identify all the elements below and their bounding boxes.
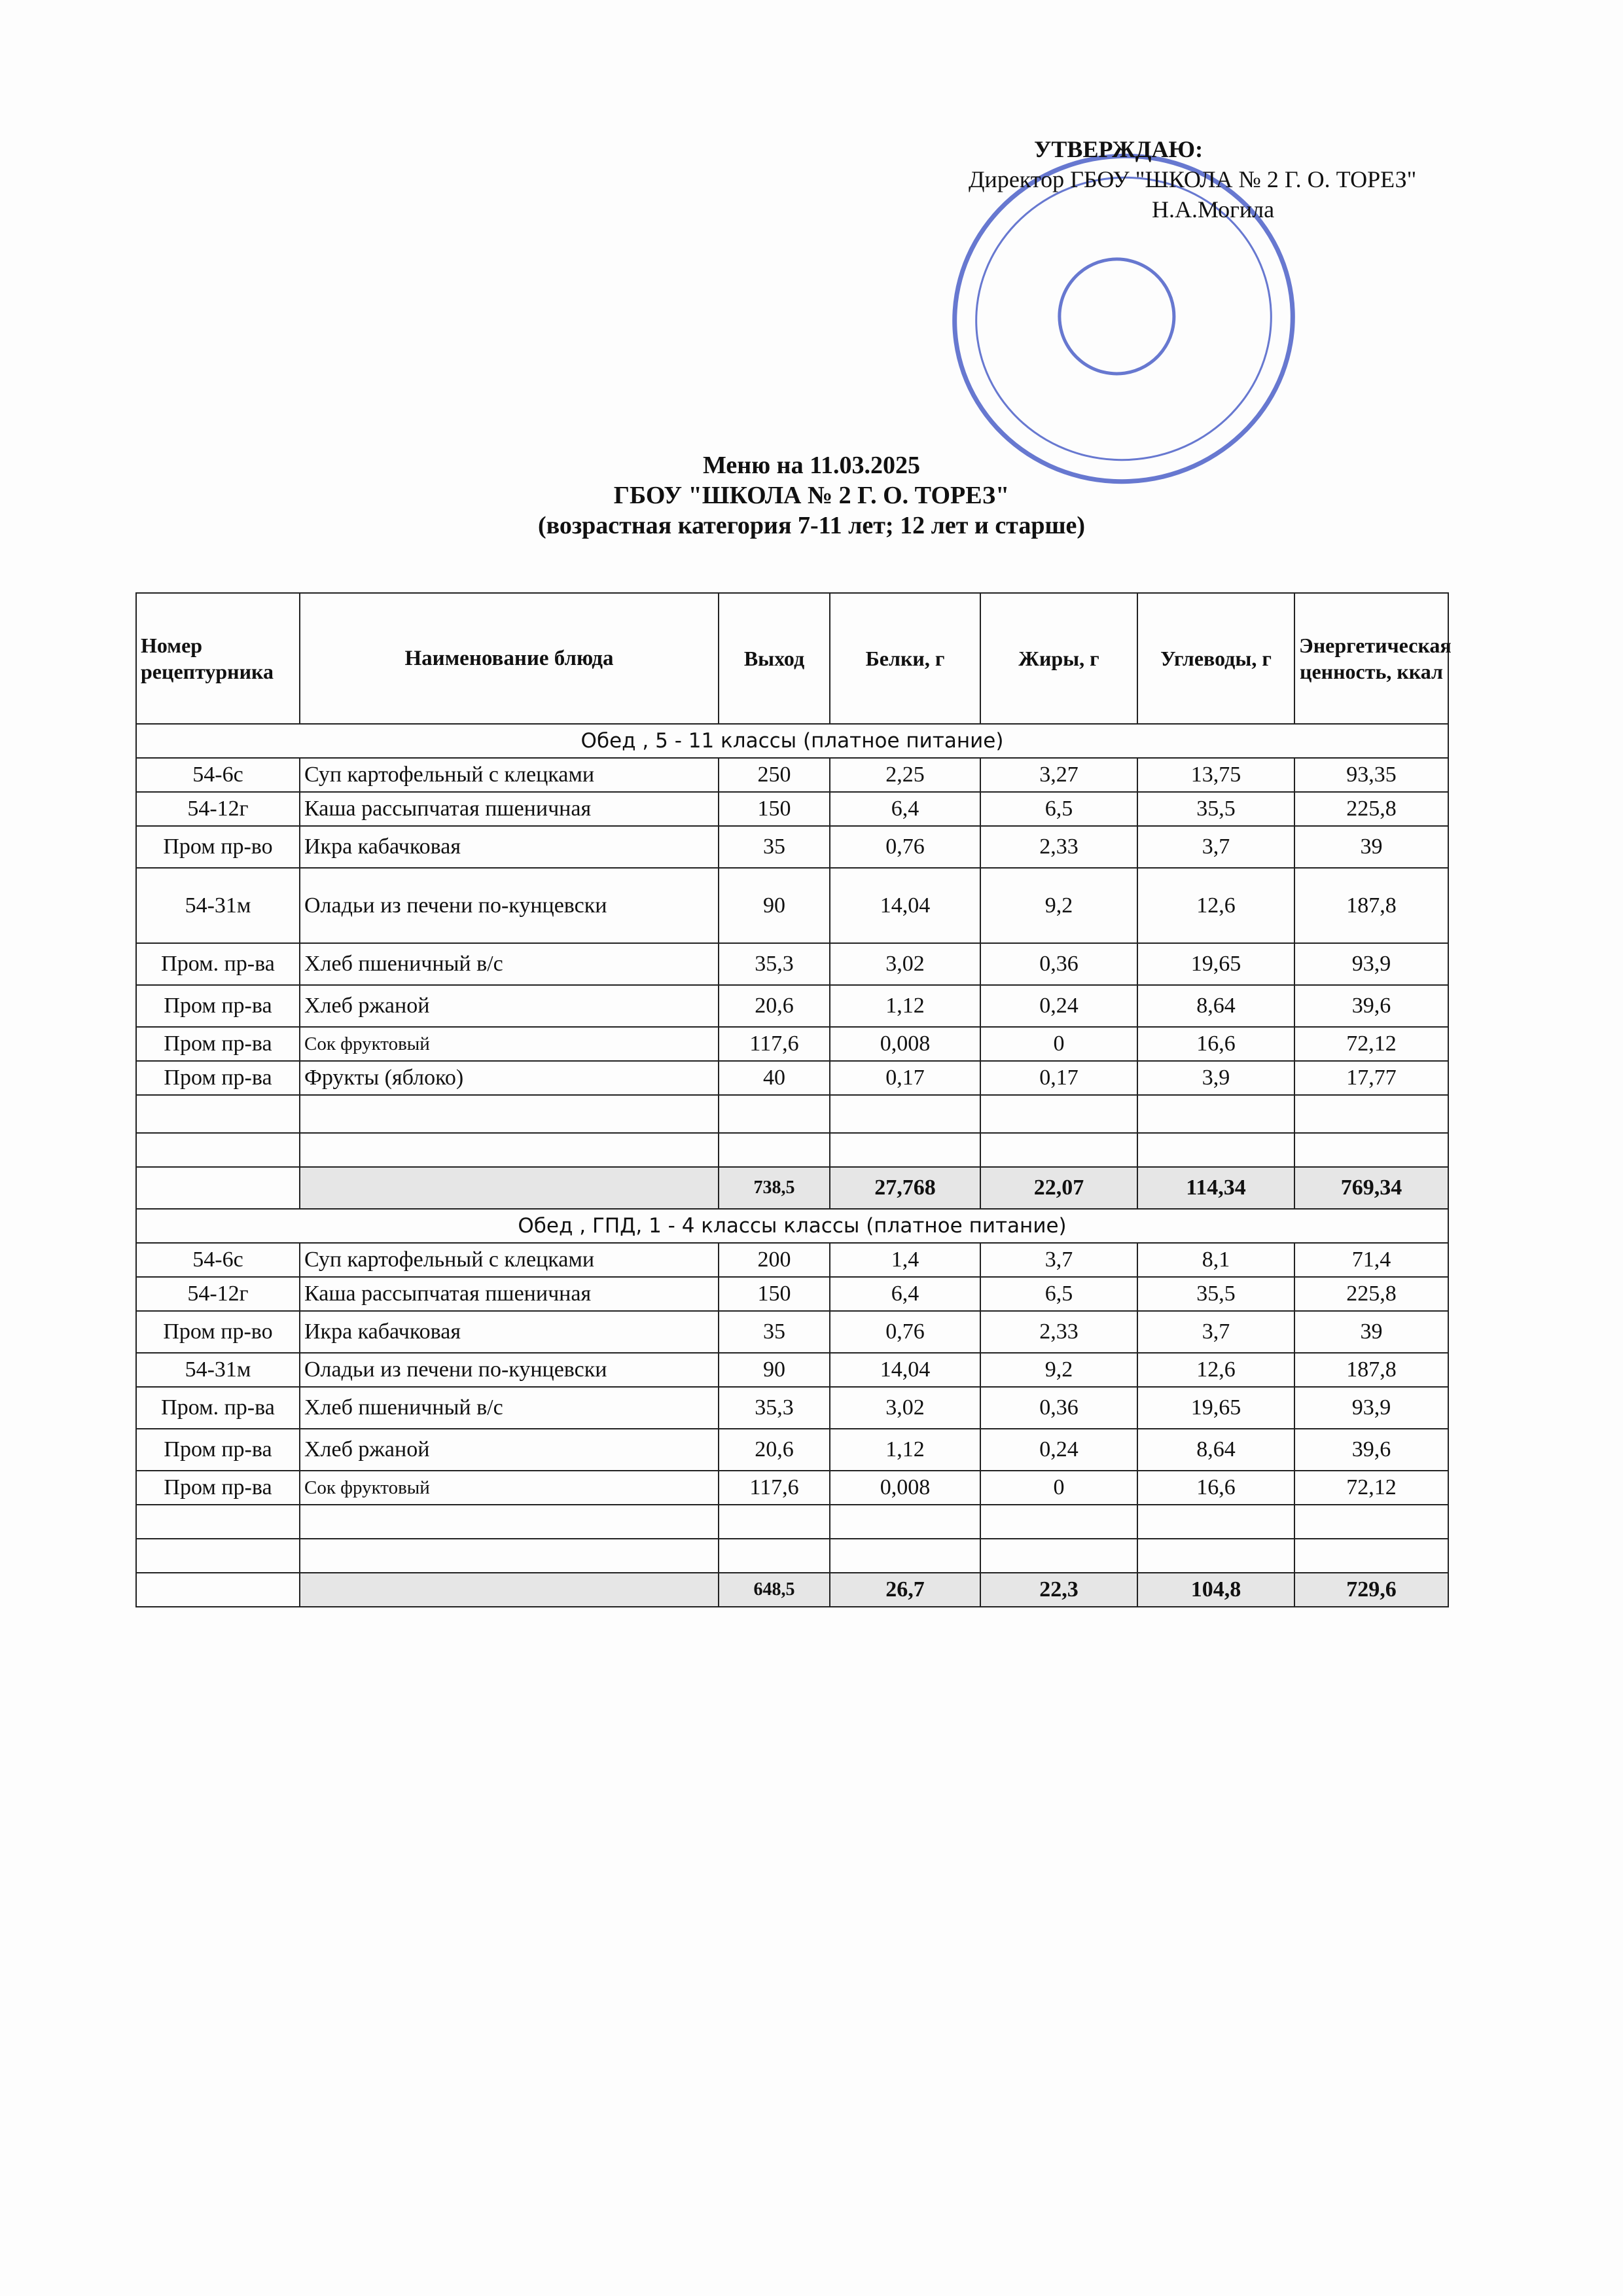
section-title: Обед , 5 - 11 классы (платное питание) bbox=[136, 724, 1448, 758]
empty-cell bbox=[136, 1505, 300, 1539]
dish-name-cell: Фрукты (яблоко) bbox=[300, 1061, 719, 1095]
fat-cell: 0,17 bbox=[980, 1061, 1137, 1095]
recipe-code-cell: Пром пр-ва bbox=[136, 1027, 300, 1061]
fat-cell: 3,27 bbox=[980, 758, 1137, 792]
energy-cell: 17,77 bbox=[1294, 1061, 1448, 1095]
output-cell: 40 bbox=[719, 1061, 830, 1095]
empty-row bbox=[136, 1505, 1448, 1539]
fat-cell: 9,2 bbox=[980, 1353, 1137, 1387]
approval-signature: Н.А.Могила bbox=[1152, 196, 1275, 223]
energy-cell: 225,8 bbox=[1294, 792, 1448, 826]
dish-name-cell: Суп картофельный с клецками bbox=[300, 1243, 719, 1277]
recipe-code-cell: Пром пр-во bbox=[136, 826, 300, 868]
approval-block bbox=[969, 134, 1427, 224]
approval-position: Директор ГБОУ "ШКОЛА № 2 Г. О. ТОРЕЗ" bbox=[969, 166, 1417, 192]
empty-cell bbox=[300, 1095, 719, 1133]
protein-cell: 6,4 bbox=[830, 1277, 980, 1311]
empty-cell bbox=[136, 1095, 300, 1133]
table-header-row bbox=[136, 593, 1448, 724]
dish-row bbox=[136, 792, 1448, 826]
output-cell: 20,6 bbox=[719, 1429, 830, 1471]
output-cell: 35,3 bbox=[719, 1387, 830, 1429]
age-category: (возрастная категория 7-11 лет; 12 лет и старше) bbox=[537, 512, 1086, 539]
empty-cell bbox=[1294, 1095, 1448, 1133]
total-empty-cell bbox=[136, 1167, 300, 1209]
protein-cell: 0,76 bbox=[830, 826, 980, 868]
total-empty-cell bbox=[136, 1573, 300, 1607]
dish-name-cell: Сок фруктовый bbox=[300, 1471, 719, 1505]
section-title: Обед , ГПД, 1 - 4 классы классы (платное питание) bbox=[136, 1209, 1448, 1243]
empty-cell bbox=[719, 1095, 830, 1133]
output-cell: 200 bbox=[719, 1243, 830, 1277]
carbs-cell: 12,6 bbox=[1137, 868, 1294, 943]
total-fat-cell: 22,07 bbox=[980, 1167, 1137, 1209]
empty-cell bbox=[980, 1133, 1137, 1167]
energy-cell: 72,12 bbox=[1294, 1027, 1448, 1061]
energy-cell: 39 bbox=[1294, 1311, 1448, 1353]
empty-cell bbox=[719, 1539, 830, 1573]
menu-table bbox=[135, 592, 1452, 1607]
empty-cell bbox=[300, 1539, 719, 1573]
total-fat-cell: 22,3 bbox=[980, 1573, 1137, 1607]
empty-cell bbox=[980, 1095, 1137, 1133]
output-cell: 150 bbox=[719, 792, 830, 826]
empty-cell bbox=[830, 1095, 980, 1133]
recipe-code-cell: Пром пр-ва bbox=[136, 1061, 300, 1095]
empty-row bbox=[136, 1133, 1448, 1167]
protein-cell: 0,76 bbox=[830, 1311, 980, 1353]
document-heading bbox=[0, 450, 1623, 541]
energy-cell: 93,9 bbox=[1294, 1387, 1448, 1429]
section-row bbox=[136, 1209, 1448, 1243]
header-name: Наименование блюда bbox=[300, 593, 719, 724]
fat-cell: 9,2 bbox=[980, 868, 1137, 943]
empty-row bbox=[136, 1095, 1448, 1133]
dish-name-cell: Сок фруктовый bbox=[300, 1027, 719, 1061]
energy-cell: 39 bbox=[1294, 826, 1448, 868]
header-code: Номер рецептурника bbox=[136, 593, 300, 724]
carbs-cell: 8,64 bbox=[1137, 985, 1294, 1027]
recipe-code-cell: 54-6с bbox=[136, 1243, 300, 1277]
empty-cell bbox=[980, 1505, 1137, 1539]
fat-cell: 0,24 bbox=[980, 1429, 1137, 1471]
energy-cell: 225,8 bbox=[1294, 1277, 1448, 1311]
empty-cell bbox=[719, 1505, 830, 1539]
output-cell: 250 bbox=[719, 758, 830, 792]
dish-name-cell: Суп картофельный с клецками bbox=[300, 758, 719, 792]
output-cell: 150 bbox=[719, 1277, 830, 1311]
empty-cell bbox=[830, 1505, 980, 1539]
total-energy-cell: 769,34 bbox=[1294, 1167, 1448, 1209]
fat-cell: 0 bbox=[980, 1027, 1137, 1061]
energy-cell: 93,9 bbox=[1294, 943, 1448, 985]
dish-name-cell: Икра кабачковая bbox=[300, 1311, 719, 1353]
header-output: Выход bbox=[719, 593, 830, 724]
total-carbs-cell: 114,34 bbox=[1137, 1167, 1294, 1209]
total-output-cell: 648,5 bbox=[719, 1573, 830, 1607]
carbs-cell: 35,5 bbox=[1137, 1277, 1294, 1311]
total-carbs-cell: 104,8 bbox=[1137, 1573, 1294, 1607]
fat-cell: 3,7 bbox=[980, 1243, 1137, 1277]
dish-row bbox=[136, 1027, 1448, 1061]
protein-cell: 1,12 bbox=[830, 1429, 980, 1471]
output-cell: 90 bbox=[719, 868, 830, 943]
empty-cell bbox=[1294, 1539, 1448, 1573]
total-energy-cell: 729,6 bbox=[1294, 1573, 1448, 1607]
menu-table-body bbox=[136, 724, 1448, 1607]
dish-name-cell: Каша рассыпчатая пшеничная bbox=[300, 1277, 719, 1311]
energy-cell: 72,12 bbox=[1294, 1471, 1448, 1505]
dish-row bbox=[136, 868, 1448, 943]
energy-cell: 93,35 bbox=[1294, 758, 1448, 792]
menu-date-title: Меню на 11.03.2025 bbox=[703, 452, 920, 479]
dish-row bbox=[136, 985, 1448, 1027]
carbs-cell: 16,6 bbox=[1137, 1471, 1294, 1505]
dish-row bbox=[136, 758, 1448, 792]
dish-row bbox=[136, 1429, 1448, 1471]
recipe-code-cell: Пром. пр-ва bbox=[136, 943, 300, 985]
section-row bbox=[136, 724, 1448, 758]
fat-cell: 6,5 bbox=[980, 1277, 1137, 1311]
energy-cell: 39,6 bbox=[1294, 985, 1448, 1027]
dish-row bbox=[136, 1387, 1448, 1429]
carbs-cell: 3,9 bbox=[1137, 1061, 1294, 1095]
protein-cell: 14,04 bbox=[830, 1353, 980, 1387]
protein-cell: 0,008 bbox=[830, 1471, 980, 1505]
dish-row bbox=[136, 1277, 1448, 1311]
total-empty-cell bbox=[300, 1167, 719, 1209]
carbs-cell: 3,7 bbox=[1137, 1311, 1294, 1353]
recipe-code-cell: 54-6с bbox=[136, 758, 300, 792]
total-empty-cell bbox=[300, 1573, 719, 1607]
school-name: ГБОУ "ШКОЛА № 2 Г. О. ТОРЕЗ" bbox=[613, 482, 1010, 509]
carbs-cell: 19,65 bbox=[1137, 1387, 1294, 1429]
dish-row bbox=[136, 1243, 1448, 1277]
recipe-code-cell: Пром пр-во bbox=[136, 1311, 300, 1353]
output-cell: 35 bbox=[719, 826, 830, 868]
output-cell: 35,3 bbox=[719, 943, 830, 985]
fat-cell: 2,33 bbox=[980, 1311, 1137, 1353]
fat-cell: 0,36 bbox=[980, 1387, 1137, 1429]
output-cell: 20,6 bbox=[719, 985, 830, 1027]
empty-cell bbox=[300, 1505, 719, 1539]
dish-name-cell: Хлеб ржаной bbox=[300, 1429, 719, 1471]
energy-cell: 39,6 bbox=[1294, 1429, 1448, 1471]
recipe-code-cell: Пром пр-ва bbox=[136, 1429, 300, 1471]
energy-cell: 187,8 bbox=[1294, 1353, 1448, 1387]
protein-cell: 2,25 bbox=[830, 758, 980, 792]
carbs-cell: 19,65 bbox=[1137, 943, 1294, 985]
recipe-code-cell: Пром. пр-ва bbox=[136, 1387, 300, 1429]
fat-cell: 6,5 bbox=[980, 792, 1137, 826]
dish-row bbox=[136, 943, 1448, 985]
empty-cell bbox=[1137, 1133, 1294, 1167]
empty-cell bbox=[1137, 1505, 1294, 1539]
approval-title: УТВЕРЖДАЮ: bbox=[1034, 136, 1204, 162]
recipe-code-cell: Пром пр-ва bbox=[136, 1471, 300, 1505]
total-output-cell: 738,5 bbox=[719, 1167, 830, 1209]
empty-cell bbox=[830, 1133, 980, 1167]
dish-name-cell: Хлеб ржаной bbox=[300, 985, 719, 1027]
carbs-cell: 35,5 bbox=[1137, 792, 1294, 826]
empty-cell bbox=[1294, 1133, 1448, 1167]
empty-cell bbox=[830, 1539, 980, 1573]
protein-cell: 3,02 bbox=[830, 943, 980, 985]
empty-cell bbox=[1294, 1505, 1448, 1539]
dish-name-cell: Хлеб пшеничный в/с bbox=[300, 943, 719, 985]
dish-name-cell: Хлеб пшеничный в/с bbox=[300, 1387, 719, 1429]
carbs-cell: 16,6 bbox=[1137, 1027, 1294, 1061]
empty-cell bbox=[1137, 1095, 1294, 1133]
total-protein-cell: 27,768 bbox=[830, 1167, 980, 1209]
carbs-cell: 8,1 bbox=[1137, 1243, 1294, 1277]
energy-cell: 187,8 bbox=[1294, 868, 1448, 943]
total-row bbox=[136, 1167, 1448, 1209]
recipe-code-cell: 54-31м bbox=[136, 868, 300, 943]
total-protein-cell: 26,7 bbox=[830, 1573, 980, 1607]
dish-name-cell: Каша рассыпчатая пшеничная bbox=[300, 792, 719, 826]
empty-cell bbox=[980, 1539, 1137, 1573]
fat-cell: 2,33 bbox=[980, 826, 1137, 868]
protein-cell: 1,4 bbox=[830, 1243, 980, 1277]
protein-cell: 0,008 bbox=[830, 1027, 980, 1061]
total-row bbox=[136, 1573, 1448, 1607]
carbs-cell: 8,64 bbox=[1137, 1429, 1294, 1471]
protein-cell: 14,04 bbox=[830, 868, 980, 943]
output-cell: 117,6 bbox=[719, 1027, 830, 1061]
output-cell: 35 bbox=[719, 1311, 830, 1353]
recipe-code-cell: 54-12г bbox=[136, 1277, 300, 1311]
carbs-cell: 3,7 bbox=[1137, 826, 1294, 868]
header-protein: Белки, г bbox=[830, 593, 980, 724]
carbs-cell: 12,6 bbox=[1137, 1353, 1294, 1387]
fat-cell: 0,36 bbox=[980, 943, 1137, 985]
recipe-code-cell: Пром пр-ва bbox=[136, 985, 300, 1027]
recipe-code-cell: 54-31м bbox=[136, 1353, 300, 1387]
output-cell: 90 bbox=[719, 1353, 830, 1387]
dish-name-cell: Икра кабачковая bbox=[300, 826, 719, 868]
energy-cell: 71,4 bbox=[1294, 1243, 1448, 1277]
protein-cell: 6,4 bbox=[830, 792, 980, 826]
protein-cell: 3,02 bbox=[830, 1387, 980, 1429]
header-energy: Энергетическая ценность, ккал bbox=[1294, 593, 1448, 724]
empty-row bbox=[136, 1539, 1448, 1573]
output-cell: 117,6 bbox=[719, 1471, 830, 1505]
dish-name-cell: Оладьи из печени по-кунцевски bbox=[300, 868, 719, 943]
header-carbs: Углеводы, г bbox=[1137, 593, 1294, 724]
dish-row bbox=[136, 826, 1448, 868]
dish-row bbox=[136, 1471, 1448, 1505]
recipe-code-cell: 54-12г bbox=[136, 792, 300, 826]
protein-cell: 1,12 bbox=[830, 985, 980, 1027]
fat-cell: 0 bbox=[980, 1471, 1137, 1505]
protein-cell: 0,17 bbox=[830, 1061, 980, 1095]
dish-row bbox=[136, 1353, 1448, 1387]
dish-row bbox=[136, 1061, 1448, 1095]
empty-cell bbox=[300, 1133, 719, 1167]
empty-cell bbox=[719, 1133, 830, 1167]
header-fat: Жиры, г bbox=[980, 593, 1137, 724]
dish-name-cell: Оладьи из печени по-кунцевски bbox=[300, 1353, 719, 1387]
empty-cell bbox=[1137, 1539, 1294, 1573]
empty-cell bbox=[136, 1539, 300, 1573]
empty-cell bbox=[136, 1133, 300, 1167]
carbs-cell: 13,75 bbox=[1137, 758, 1294, 792]
dish-row bbox=[136, 1311, 1448, 1353]
fat-cell: 0,24 bbox=[980, 985, 1137, 1027]
